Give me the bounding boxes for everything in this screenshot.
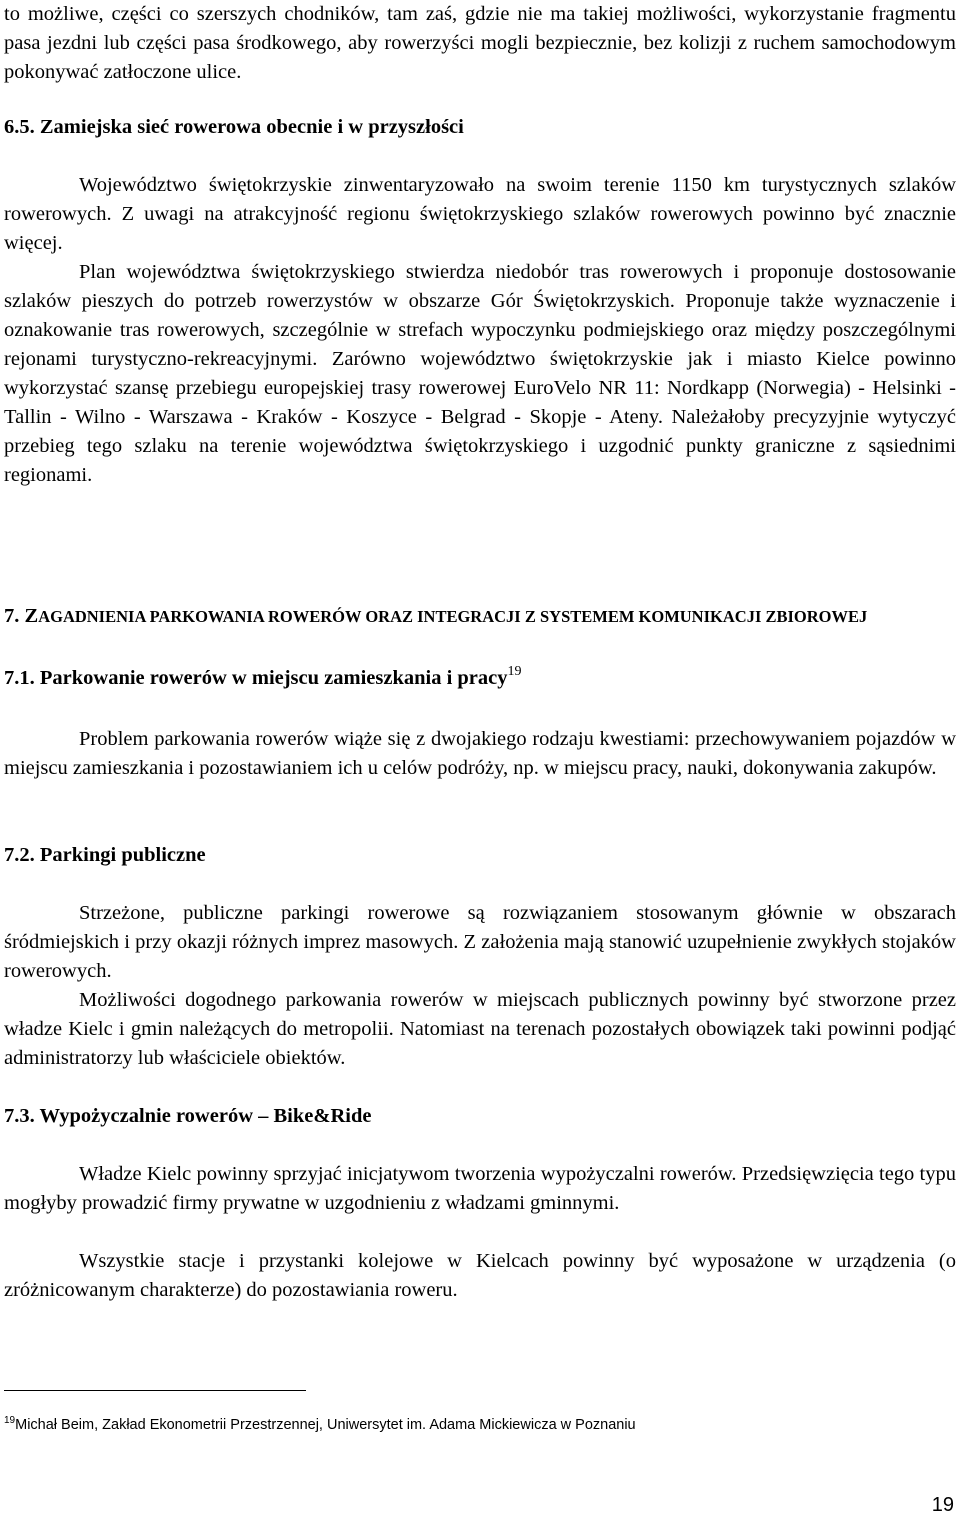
paragraph-bike-rental: Władze Kielc powinny sprzyjać inicjatywom tworzenia wypożyczalni rowerów. Przedsięwzięcia tego typu mogłyby prowadzić firmy prywatne w uzgodnieniu z władzami gminnymi. (4, 1163, 956, 1214)
heading-7-smallcaps: AGADNIENIA PARKOWANIA ROWERÓW ORAZ INTEGRACJI Z SYSTEMEM KOMUNIKACJI ZBIOROWEJ (38, 607, 868, 626)
paragraph-regional-plan: Plan województwa świętokrzyskiego stwierdza niedobór tras rowerowych i proponuje dostosowanie szlaków pieszych do potrzeb rowerzystów w obszarze Gór Świętokrzyskich. Proponuje także wyznaczenie i oznakowanie tras rowerowych, szczególnie w strefach wypoczynku podmiejskiego oraz między poszczególnymi rejonami turystyczno-rekreacyjnymi. Zarówno województwo świętokrzyskie jak i miasto Kielce powinno wykorzystać szansę przebiegu europejskiej trasy rowerowej EuroVelo NR 11: Nordkapp (Norwegia) - Helsinki - Tallin - Wilno - Warszawa - Kraków - Koszyce - Belgrad - Skopje - Ateny. Należałoby precyzyjnie wytyczyć przebieg tego szlaku na terenie województwa świętokrzyskiego i uzgodnić punkty graniczne z sąsiednimi regionami. (4, 261, 956, 486)
footnote-reference: 19 (507, 664, 522, 679)
footnote-marker: 19 (4, 1415, 16, 1426)
paragraph-regional-trails: Województwo świętokrzyskie zinwentaryzowało na swoim terenie 1150 km turystycznych szlaków rowerowych. Z uwagi na atrakcyjność regionu świętokrzyskiego szlaków rowerowych powinno być znacznie więcej. (4, 174, 956, 254)
heading-7-number: 7. Z (4, 605, 39, 627)
footnote-separator (4, 1390, 306, 1391)
heading-6-5: 6.5. Zamiejska sieć rowerowa obecnie i w przyszłości (4, 116, 464, 138)
paragraph-parking-problem: Problem parkowania rowerów wiąże się z dwojakiego rodzaju kwestiami: przechowywaniem pojazdów w miejscu zamieszkania i pozostawianiem ich u celów podróży, np. w miejscu pracy, nauki, dokonywania zakupów. (4, 728, 956, 779)
heading-7-3: 7.3. Wypożyczalnie rowerów – Bike&Ride (4, 1105, 372, 1127)
paragraph-guarded-parking: Strzeżone, publiczne parkingi rowerowe są rozwiązaniem stosowanym głównie w obszarach śródmiejskich i przy okazji różnych imprez masowych. Z założenia mają stanowić uzupełnienie zwykłych stojaków rowerowych. (4, 902, 956, 982)
footnote (4, 1415, 954, 1435)
footnote-text: Michał Beim, Zakład Ekonometrii Przestrzennej, Uniwersytet im. Adama Mickiewicza w Poznaniu (15, 1417, 636, 1433)
heading-7-1 (4, 664, 956, 693)
heading-7-2: 7.2. Parkingi publiczne (4, 844, 206, 866)
heading-7 (4, 601, 956, 632)
page-number: 19 (931, 1494, 954, 1516)
paragraph-intro-continuation: to możliwe, części co szerszych chodników, tam zaś, gdzie nie ma takiej możliwości, wykorzystanie fragmentu pasa jezdni lub części pasa środkowego, aby rowerzyści mogli bezpiecznie, bez kolizji z ruchem samochodowym pokonywać zatłoczone ulice. (4, 3, 956, 83)
paragraph-railway-stations: Wszystkie stacje i przystanki kolejowe w Kielcach powinny być wyposażone w urządzenia (o zróżnicowanym charakterze) do pozostawiania roweru. (4, 1250, 956, 1301)
heading-7-1-text: 7.1. Parkowanie rowerów w miejscu zamieszkania i pracy (4, 667, 508, 689)
paragraph-public-parking: Możliwości dogodnego parkowania rowerów w miejscach publicznych powinny być stworzone przez władze Kielc i gmin należących do metropolii. Natomiast na terenach pozostałych obowiązek taki powinni podjąć administratorzy lub właściciele obiektów. (4, 989, 956, 1069)
